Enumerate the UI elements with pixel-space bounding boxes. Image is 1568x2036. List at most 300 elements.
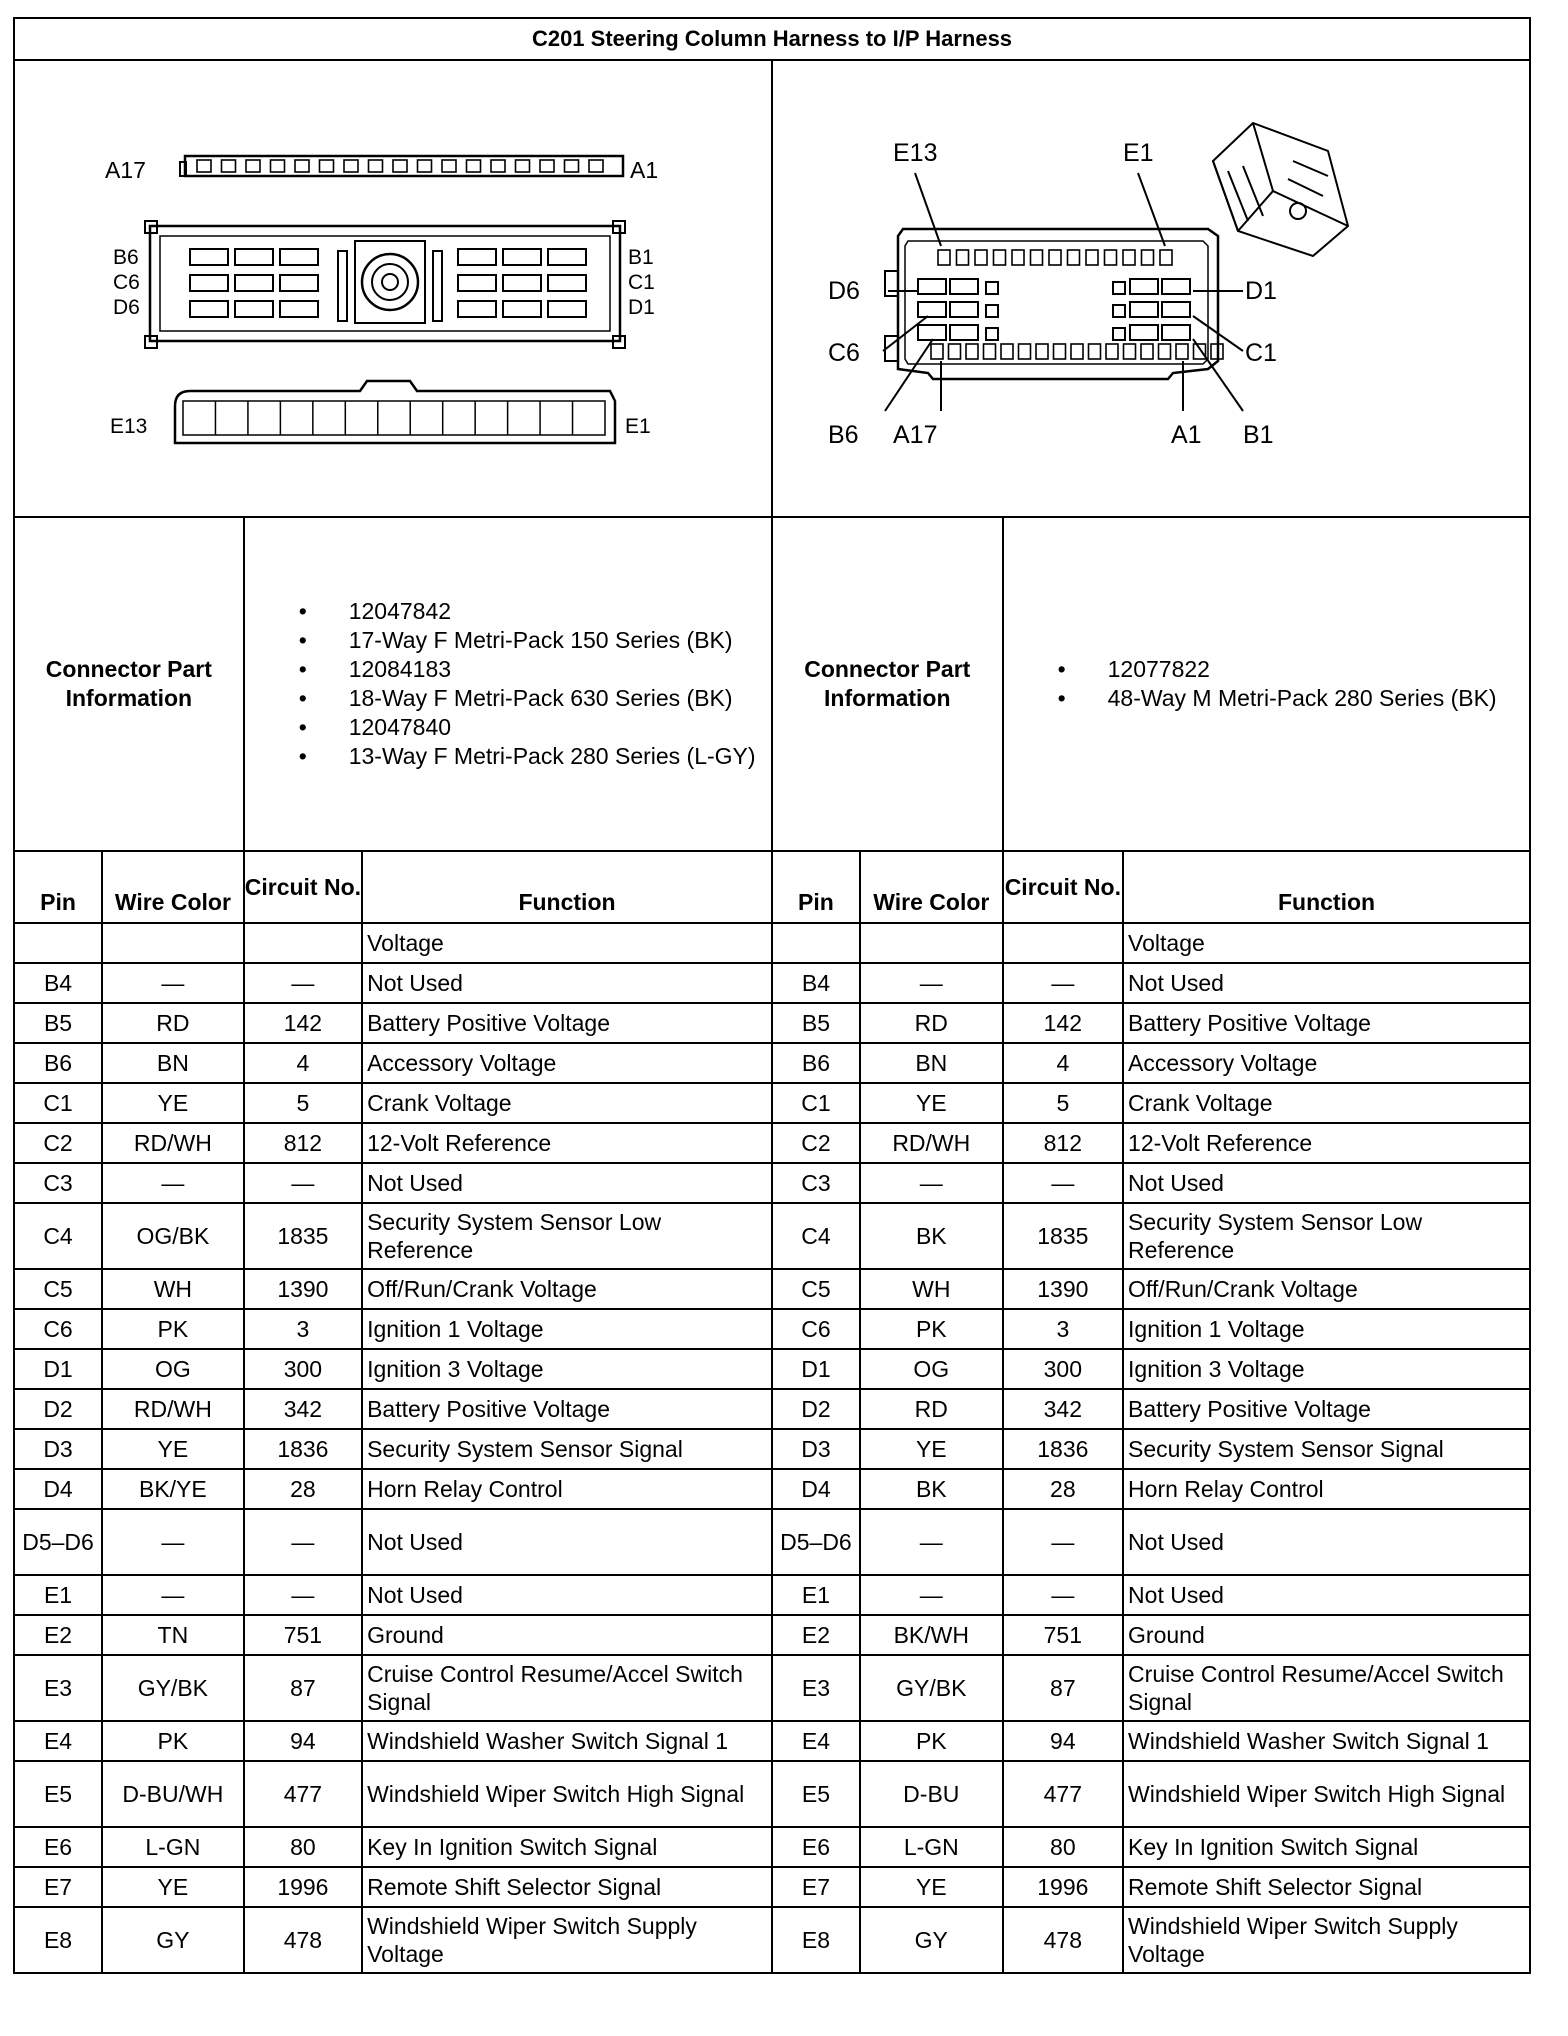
cell-pin: E5 [772, 1761, 860, 1827]
cell-function: Security System Sensor Signal [1123, 1429, 1530, 1469]
part-info-item: • 12077822 [1108, 655, 1529, 684]
part-info-item: • 18-Way F Metri-Pack 630 Series (BK) [349, 684, 771, 713]
header-wire-color: Wire Color [102, 851, 244, 923]
cell-function: Security System Sensor Low Reference [362, 1203, 772, 1269]
header-wire-color: Wire Color [860, 851, 1003, 923]
label-b6: B6 [113, 246, 139, 269]
cavity [280, 301, 318, 317]
header-pin: Pin [772, 851, 860, 923]
cavity [1071, 344, 1083, 359]
cell-wire-color: D-BU [860, 1761, 1003, 1827]
cavity [1176, 344, 1188, 359]
right-connector-diagram [772, 60, 1530, 517]
cell-pin: E3 [772, 1655, 860, 1721]
cell-wire-color [860, 923, 1003, 963]
cavity [956, 250, 968, 265]
cell-circuit: 342 [244, 1389, 362, 1429]
cell-function: Windshield Wiper Switch High Signal [362, 1761, 772, 1827]
cavity [1162, 302, 1190, 317]
cell-wire-color: GY [102, 1907, 244, 1973]
cell-wire-color: BK [860, 1469, 1003, 1509]
cavity [986, 328, 998, 340]
cavity [986, 282, 998, 294]
cell-function: Ignition 3 Voltage [362, 1349, 772, 1389]
table-row [14, 1163, 1530, 1203]
cell-function: Windshield Washer Switch Signal 1 [362, 1721, 772, 1761]
cell-wire-color: RD/WH [102, 1123, 244, 1163]
cavity [983, 344, 995, 359]
cavity [235, 275, 273, 291]
cavity [190, 275, 228, 291]
cell-circuit: — [1003, 963, 1123, 1003]
cavity [280, 249, 318, 265]
cell-circuit: — [1003, 1163, 1123, 1203]
cell-pin: D1 [772, 1349, 860, 1389]
cavity [295, 160, 309, 172]
cell-pin [14, 923, 102, 963]
label-a1: A1 [1170, 421, 1202, 449]
cavity [235, 301, 273, 317]
cavity [1049, 250, 1061, 265]
cell-wire-color: L-GN [102, 1827, 244, 1867]
cell-circuit: 1835 [244, 1203, 362, 1269]
cell-pin: E2 [772, 1615, 860, 1655]
cell-function: Battery Positive Voltage [1123, 1003, 1530, 1043]
cell-wire-color: PK [102, 1309, 244, 1349]
cell-pin: E5 [14, 1761, 102, 1827]
cell-wire-color: RD [102, 1003, 244, 1043]
cell-wire-color: TN [102, 1615, 244, 1655]
cavity [986, 305, 998, 317]
cell-pin: C4 [772, 1203, 860, 1269]
cell-pin: D2 [772, 1389, 860, 1429]
parts-list-left [245, 597, 771, 771]
info-parts-left [244, 517, 772, 851]
cell-wire-color: BN [102, 1043, 244, 1083]
cavity [1001, 344, 1013, 359]
cell-circuit: 87 [1003, 1655, 1123, 1721]
cell-function: Accessory Voltage [1123, 1043, 1530, 1083]
column-header-row [14, 851, 1530, 923]
cell-function: Remote Shift Selector Signal [362, 1867, 772, 1907]
cavity [918, 325, 946, 340]
cavity [503, 301, 541, 317]
header-function: Function [362, 851, 772, 923]
cell-wire-color: YE [102, 1429, 244, 1469]
cavity [938, 250, 950, 265]
cavity [190, 301, 228, 317]
cell-circuit: 812 [244, 1123, 362, 1163]
cell-pin: B5 [772, 1003, 860, 1043]
table-row [14, 1003, 1530, 1043]
cavity [491, 160, 505, 172]
cell-function: Security System Sensor Low Reference [1123, 1203, 1530, 1269]
label-c6: C6 [827, 339, 860, 367]
cell-wire-color: PK [860, 1309, 1003, 1349]
cell-function: Crank Voltage [1123, 1083, 1530, 1123]
cell-wire-color: — [860, 963, 1003, 1003]
cell-function: Remote Shift Selector Signal [1123, 1867, 1530, 1907]
cavity [222, 160, 236, 172]
cavity [190, 249, 228, 265]
cavity [589, 160, 603, 172]
cell-pin: E2 [14, 1615, 102, 1655]
cell-wire-color: WH [102, 1269, 244, 1309]
label-b1: B1 [628, 246, 654, 269]
cell-wire-color: YE [102, 1083, 244, 1123]
cavity [1113, 305, 1125, 317]
cell-wire-color: BK/YE [102, 1469, 244, 1509]
part-info-item: • 13-Way F Metri-Pack 280 Series (L-GY) [349, 742, 771, 771]
cell-wire-color: GY/BK [102, 1655, 244, 1721]
cell-pin: E1 [14, 1575, 102, 1615]
cell-pin: E6 [14, 1827, 102, 1867]
label-d6: D6 [113, 296, 140, 319]
label-c1: C1 [1244, 339, 1277, 367]
table-row [14, 1907, 1530, 1973]
cell-function: Cruise Control Resume/Accel Switch Signal [1123, 1655, 1530, 1721]
cell-pin: C1 [14, 1083, 102, 1123]
cell-function: Not Used [1123, 1163, 1530, 1203]
info-label-right: Connector Part Information [772, 517, 1003, 851]
cell-wire-color: YE [860, 1867, 1003, 1907]
cavity [1067, 250, 1079, 265]
label-a17: A17 [892, 421, 938, 449]
cavity [1104, 250, 1116, 265]
cavity [1113, 282, 1125, 294]
cavity [931, 344, 943, 359]
cell-circuit: 142 [1003, 1003, 1123, 1043]
cavity [503, 275, 541, 291]
cell-circuit: 477 [244, 1761, 362, 1827]
cell-pin: D5–D6 [772, 1509, 860, 1575]
cell-wire-color: RD [860, 1389, 1003, 1429]
cell-function: Windshield Wiper Switch High Signal [1123, 1761, 1530, 1827]
cell-function: Voltage [1123, 923, 1530, 963]
table-row [14, 1349, 1530, 1389]
cavity [458, 249, 496, 265]
cell-wire-color: — [102, 1163, 244, 1203]
cavity [458, 275, 496, 291]
cavity [458, 301, 496, 317]
cavity [540, 160, 554, 172]
pinout-sheet [13, 17, 1531, 1974]
label-d1: D1 [628, 296, 655, 319]
cell-pin: E7 [14, 1867, 102, 1907]
cell-wire-color: L-GN [860, 1827, 1003, 1867]
cell-pin: C3 [772, 1163, 860, 1203]
label-c1: C1 [628, 271, 655, 294]
cell-circuit: 87 [244, 1655, 362, 1721]
cell-circuit: 1390 [1003, 1269, 1123, 1309]
table-row [14, 1389, 1530, 1429]
cell-circuit: 1836 [244, 1429, 362, 1469]
part-info-item: • 48-Way M Metri-Pack 280 Series (BK) [1108, 684, 1529, 713]
cell-function: Not Used [362, 1575, 772, 1615]
cell-circuit: 751 [1003, 1615, 1123, 1655]
cell-function: Crank Voltage [362, 1083, 772, 1123]
cavity [344, 160, 358, 172]
cavity [1130, 279, 1158, 294]
cell-circuit: 94 [1003, 1721, 1123, 1761]
cell-function: Accessory Voltage [362, 1043, 772, 1083]
cell-wire-color: — [860, 1575, 1003, 1615]
table-row [14, 1509, 1530, 1575]
cell-circuit: — [1003, 1509, 1123, 1575]
cavity [442, 160, 456, 172]
cell-circuit: 142 [244, 1003, 362, 1043]
cell-function: Horn Relay Control [1123, 1469, 1530, 1509]
cell-wire-color: OG/BK [102, 1203, 244, 1269]
cell-function: Not Used [1123, 1509, 1530, 1575]
cavity [1123, 250, 1135, 265]
cavity [993, 250, 1005, 265]
cell-circuit: 477 [1003, 1761, 1123, 1827]
cell-function: Off/Run/Crank Voltage [362, 1269, 772, 1309]
cavity [246, 160, 260, 172]
page-title: C201 Steering Column Harness to I/P Harness [14, 18, 1530, 60]
part-info-item: • 12047842 [349, 597, 771, 626]
cell-pin: C4 [14, 1203, 102, 1269]
cell-wire-color: — [102, 1509, 244, 1575]
cell-circuit: — [1003, 1575, 1123, 1615]
cell-pin: E1 [772, 1575, 860, 1615]
cell-pin: D4 [772, 1469, 860, 1509]
cell-function: Ground [1123, 1615, 1530, 1655]
center-bolt-icon [362, 254, 418, 310]
cavity [1012, 250, 1024, 265]
cell-circuit: 478 [1003, 1907, 1123, 1973]
cell-pin: C6 [772, 1309, 860, 1349]
cell-wire-color: D-BU/WH [102, 1761, 244, 1827]
connector-a-body [185, 156, 623, 176]
cell-circuit: — [244, 1575, 362, 1615]
cell-wire-color: PK [860, 1721, 1003, 1761]
cavity [320, 160, 334, 172]
cell-pin: E8 [772, 1907, 860, 1973]
cell-wire-color: — [860, 1163, 1003, 1203]
table-row [14, 1309, 1530, 1349]
cell-function: Ignition 1 Voltage [1123, 1309, 1530, 1349]
cavity [467, 160, 481, 172]
cell-circuit: 94 [244, 1721, 362, 1761]
header-function: Function [1123, 851, 1530, 923]
cell-circuit: 812 [1003, 1123, 1123, 1163]
cavity [1162, 279, 1190, 294]
cell-function: Battery Positive Voltage [1123, 1389, 1530, 1429]
cell-function: Ignition 1 Voltage [362, 1309, 772, 1349]
cell-circuit: 1996 [1003, 1867, 1123, 1907]
cell-function: Battery Positive Voltage [362, 1003, 772, 1043]
cell-wire-color: — [860, 1509, 1003, 1575]
table-row [14, 1721, 1530, 1761]
cell-circuit: 1390 [244, 1269, 362, 1309]
cell-circuit: 3 [244, 1309, 362, 1349]
cavity [1086, 250, 1098, 265]
cavity [548, 301, 586, 317]
table-row [14, 1429, 1530, 1469]
cavity [948, 344, 960, 359]
label-e13: E13 [892, 139, 938, 167]
cavity [1193, 344, 1205, 359]
cell-circuit: 80 [244, 1827, 362, 1867]
cell-function: Not Used [362, 963, 772, 1003]
cell-pin: E4 [772, 1721, 860, 1761]
cell-circuit: 80 [1003, 1827, 1123, 1867]
cell-function: 12-Volt Reference [1123, 1123, 1530, 1163]
cell-function: Ignition 3 Voltage [1123, 1349, 1530, 1389]
cell-wire-color: GY [860, 1907, 1003, 1973]
cell-wire-color: PK [102, 1721, 244, 1761]
cavity [1141, 250, 1153, 265]
cavity [1053, 344, 1065, 359]
cavity [918, 302, 946, 317]
table-row [14, 963, 1530, 1003]
cell-circuit: — [244, 1163, 362, 1203]
cell-function: Key In Ignition Switch Signal [1123, 1827, 1530, 1867]
table-row [14, 1123, 1530, 1163]
cell-circuit: 751 [244, 1615, 362, 1655]
cell-function: Not Used [362, 1509, 772, 1575]
part-info-item: • 17-Way F Metri-Pack 150 Series (BK) [349, 626, 771, 655]
label-e1: E1 [1122, 139, 1154, 167]
table-row [14, 1043, 1530, 1083]
cell-function: Horn Relay Control [362, 1469, 772, 1509]
cell-circuit: 342 [1003, 1389, 1123, 1429]
cell-pin: C2 [14, 1123, 102, 1163]
cell-function: Key In Ignition Switch Signal [362, 1827, 772, 1867]
cavity [950, 302, 978, 317]
cell-wire-color: OG [102, 1349, 244, 1389]
cavity [548, 249, 586, 265]
cell-function: Not Used [1123, 963, 1530, 1003]
cavity [1113, 328, 1125, 340]
label-a17: A17 [105, 157, 146, 183]
cell-circuit: 1996 [244, 1867, 362, 1907]
cavity [966, 344, 978, 359]
cell-wire-color: BK [860, 1203, 1003, 1269]
cell-wire-color: RD/WH [102, 1389, 244, 1429]
label-d1: D1 [1244, 277, 1277, 305]
cell-wire-color: YE [102, 1867, 244, 1907]
cell-pin: B6 [772, 1043, 860, 1083]
cell-function: Battery Positive Voltage [362, 1389, 772, 1429]
cell-circuit: — [244, 963, 362, 1003]
cavity [950, 279, 978, 294]
cell-function: Windshield Wiper Switch Supply Voltage [1123, 1907, 1530, 1973]
cavity [503, 249, 541, 265]
label-a1: A1 [630, 157, 659, 183]
cell-function: Cruise Control Resume/Accel Switch Signal [362, 1655, 772, 1721]
table-row [14, 1655, 1530, 1721]
cavity [271, 160, 285, 172]
label-d6: D6 [827, 277, 860, 305]
info-parts-right [1003, 517, 1530, 851]
left-connector-diagram [14, 60, 772, 517]
cavity [235, 249, 273, 265]
cell-pin: C6 [14, 1309, 102, 1349]
cell-circuit: 300 [244, 1349, 362, 1389]
table-row [14, 1469, 1530, 1509]
cell-wire-color: OG [860, 1349, 1003, 1389]
cavity [1088, 344, 1100, 359]
cell-wire-color: BN [860, 1043, 1003, 1083]
cell-function: Security System Sensor Signal [362, 1429, 772, 1469]
cavity [1018, 344, 1030, 359]
table-row [14, 1575, 1530, 1615]
cell-pin: E8 [14, 1907, 102, 1973]
cavity [1158, 344, 1170, 359]
cell-pin: E6 [772, 1827, 860, 1867]
cell-pin: D3 [14, 1429, 102, 1469]
cell-pin: B6 [14, 1043, 102, 1083]
cell-pin: B4 [772, 963, 860, 1003]
cell-pin [772, 923, 860, 963]
table-row [14, 1269, 1530, 1309]
header-circuit: Circuit No. [244, 851, 362, 923]
cell-function: Windshield Washer Switch Signal 1 [1123, 1721, 1530, 1761]
cavity [393, 160, 407, 172]
label-e1: E1 [625, 415, 651, 438]
pinout-table [13, 17, 1531, 1974]
parts-list-right [1004, 655, 1529, 713]
cell-pin: D4 [14, 1469, 102, 1509]
part-info-item: • 12047840 [349, 713, 771, 742]
cavity [975, 250, 987, 265]
right-connector-drawing [773, 61, 1540, 511]
cell-wire-color: RD [860, 1003, 1003, 1043]
cell-pin: D1 [14, 1349, 102, 1389]
table-row [14, 1761, 1530, 1827]
left-connector-drawing [15, 61, 764, 511]
cell-function: 12-Volt Reference [362, 1123, 772, 1163]
cell-circuit: 4 [244, 1043, 362, 1083]
cell-pin: E7 [772, 1867, 860, 1907]
label-b1: B1 [1242, 421, 1274, 449]
cell-pin: E3 [14, 1655, 102, 1721]
cell-function: Ground [362, 1615, 772, 1655]
label-c6: C6 [113, 271, 140, 294]
cavity [548, 275, 586, 291]
cell-circuit: 28 [244, 1469, 362, 1509]
cell-circuit: 1835 [1003, 1203, 1123, 1269]
connector-3d-icon [1213, 123, 1348, 256]
cavity [516, 160, 530, 172]
cavity [418, 160, 432, 172]
label-e13: E13 [110, 415, 148, 438]
cell-function: Off/Run/Crank Voltage [1123, 1269, 1530, 1309]
cell-wire-color: WH [860, 1269, 1003, 1309]
cell-circuit: — [244, 1509, 362, 1575]
cell-function: Not Used [1123, 1575, 1530, 1615]
cavity [1030, 250, 1042, 265]
cell-circuit [244, 923, 362, 963]
cavity [918, 279, 946, 294]
cell-pin: C1 [772, 1083, 860, 1123]
table-row [14, 1827, 1530, 1867]
cavity [950, 325, 978, 340]
connector-e-body [175, 381, 615, 443]
cell-function: Windshield Wiper Switch Supply Voltage [362, 1907, 772, 1973]
cell-circuit [1003, 923, 1123, 963]
cell-wire-color: YE [860, 1429, 1003, 1469]
part-info-item: • 12084183 [349, 655, 771, 684]
cell-function: Not Used [362, 1163, 772, 1203]
cell-pin: C3 [14, 1163, 102, 1203]
cell-wire-color: YE [860, 1083, 1003, 1123]
cell-wire-color: RD/WH [860, 1123, 1003, 1163]
cell-wire-color: BK/WH [860, 1615, 1003, 1655]
